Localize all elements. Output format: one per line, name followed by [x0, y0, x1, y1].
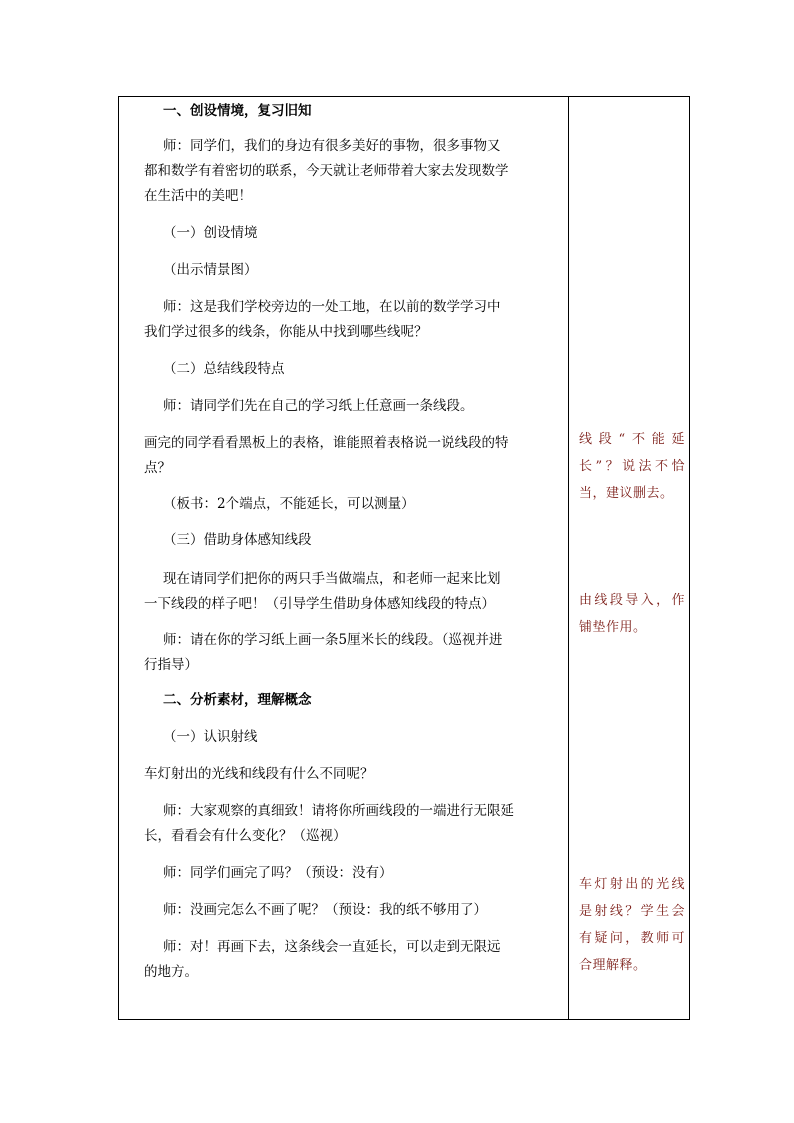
paragraph-9-line-2: 长，看看会有什么变化？（巡视） — [144, 828, 347, 844]
paragraph-1-line-2: 都和数学有着密切的联系，今天就让老师带着大家去发现数学 — [144, 163, 509, 179]
annotation-column — [569, 97, 689, 1019]
paragraph-2-line-2: 我们学过很多的线条，你能从中找到哪些线呢？ — [144, 324, 428, 340]
subheading-4: （一）认识射线 — [163, 729, 258, 745]
paragraph-12-line-2: 的地方。 — [144, 964, 198, 980]
stage-note: （出示情景图） — [163, 262, 258, 278]
paragraph-3: 师：请同学们先在自己的学习纸上任意画一条线段。 — [163, 398, 474, 414]
paragraph-1-line-3: 在生活中的美吧！ — [144, 188, 252, 204]
paragraph-7-line-1: 师：请在你的学习纸上画一条5厘米长的线段。（巡视并进 — [163, 632, 503, 648]
teaching-process-column — [119, 97, 568, 1019]
paragraph-4-line-1: 画完的同学看看黑板上的表格，谁能照着表格说一说线段的特 — [144, 435, 509, 451]
lesson-table — [118, 96, 690, 1020]
annotation-3: 车灯射出的光线是射线？学生会有疑问，教师可合理解释。 — [579, 877, 685, 973]
subheading-3: （三）借助身体感知线段 — [163, 532, 312, 548]
annotation-1: 线段“不能延长”？说法不恰当，建议删去。 — [579, 432, 685, 501]
annotation-2: 由线段导入，作铺垫作用。 — [579, 593, 685, 635]
paragraph-9-line-1: 师：大家观察的真细致！请将你所画线段的一端进行无限延 — [163, 803, 514, 819]
subheading-2: （二）总结线段特点 — [163, 361, 285, 377]
section-heading-2: 二、分析素材，理解概念 — [163, 692, 312, 708]
paragraph-10: 师：同学们画完了吗？（预设：没有） — [163, 865, 393, 881]
paragraph-4-line-2: 点？ — [144, 460, 171, 476]
paragraph-2-line-1: 师：这是我们学校旁边的一处工地，在以前的数学学习中 — [163, 299, 501, 315]
paragraph-8: 车灯射出的光线和线段有什么不同呢？ — [144, 766, 374, 782]
paragraph-12-line-1: 师：对！再画下去，这条线会一直延长，可以走到无限远 — [163, 939, 501, 955]
board-writing: （板书：2个端点，不能延长，可以测量） — [163, 496, 415, 512]
paragraph-6-line-2: 一下线段的样子吧！（引导学生借助身体感知线段的特点） — [144, 596, 495, 612]
paragraph-1-line-1: 师：同学们，我们的身边有很多美好的事物，很多事物又 — [163, 138, 501, 154]
paragraph-11: 师：没画完怎么不画了呢？（预设：我的纸不够用了） — [163, 902, 487, 918]
paragraph-7-line-2: 行指导） — [144, 657, 198, 673]
subheading-1: （一）创设情境 — [163, 225, 258, 241]
section-heading-1: 一、创设情境，复习旧知 — [163, 103, 312, 119]
paragraph-6-line-1: 现在请同学们把你的两只手当做端点，和老师一起来比划 — [163, 571, 501, 587]
